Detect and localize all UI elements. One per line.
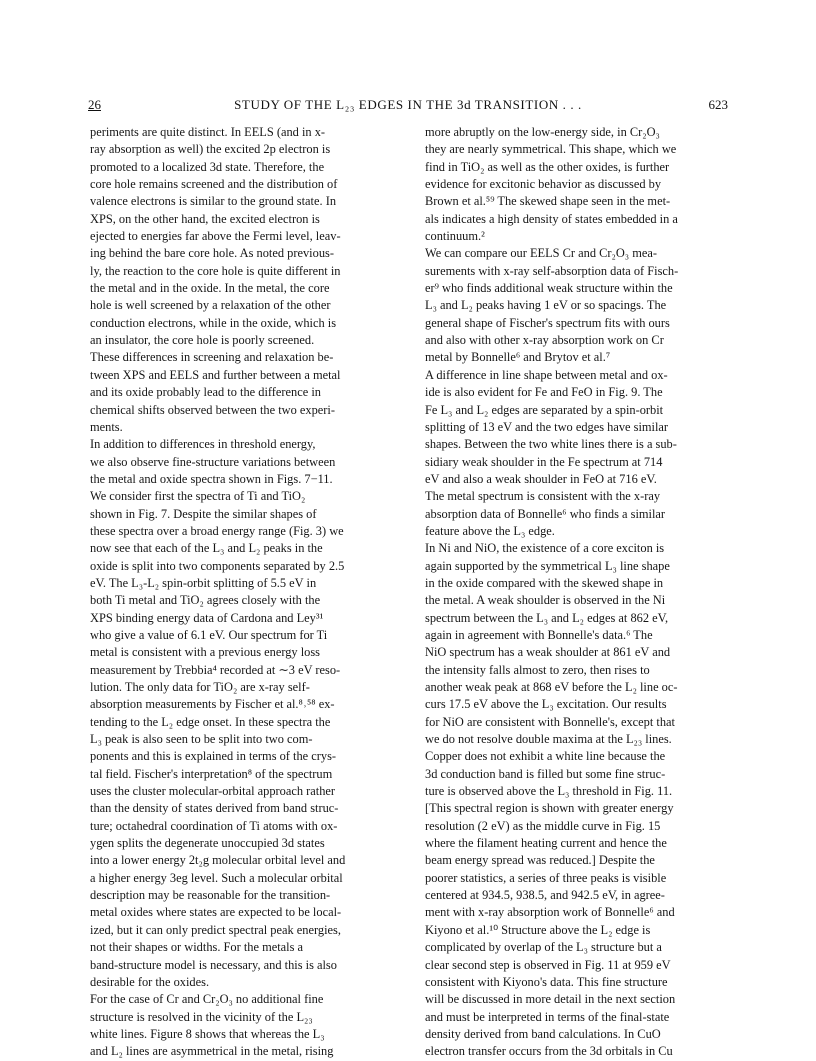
text-line: Fe L₃ and L₂ edges are separated by a spin-orbit	[425, 402, 664, 417]
text-line: spectrum between the L₃ and L₂ edges at 862 eV,	[425, 610, 669, 625]
text-line: find in TiO₂ as well as the other oxides, is further	[425, 159, 670, 174]
text-line: in the oxide compared with the skewed shape in	[425, 575, 664, 590]
text-line: ments.	[90, 419, 123, 434]
text-line: ture; octahedral coordination of Ti atoms with ox-	[90, 818, 338, 833]
text-line: XPS binding energy data of Cardona and Ley³¹	[90, 610, 324, 625]
text-line: white lines. Figure 8 shows that whereas the L₃	[90, 1026, 325, 1041]
text-line: curs 17.5 eV above the L₃ excitation. Our results	[425, 697, 667, 712]
text-line: ture is observed above the L₃ threshold in Fig. 11.	[425, 784, 673, 799]
text-line: structure is resolved in the vicinity of the L₂₃	[90, 1009, 313, 1024]
text-line: again in agreement with Bonnelle's data.⁶ The	[425, 627, 653, 642]
text-line: We can compare our EELS Cr and Cr₂O₃ mea-	[425, 246, 657, 261]
text-line: general shape of Fischer's spectrum fits with ours	[425, 315, 670, 330]
text-line: er⁹ who finds additional weak structure within the	[425, 281, 673, 296]
text-line: beam energy spread was reduced.] Despite the	[425, 853, 655, 868]
text-line: desirable for the oxides.	[90, 974, 210, 989]
text-line: tal field. Fischer's interpretation⁸ of the spectrum	[90, 766, 333, 781]
text-line: metal is consistent with a previous energy loss	[90, 645, 320, 660]
text-line: again supported by the symmetrical L₃ line shape	[425, 558, 670, 573]
text-line: and must be interpreted in terms of the final-state	[425, 1009, 670, 1024]
text-line: Copper does not exhibit a white line because the	[425, 749, 666, 764]
text-line: shown in Fig. 7. Despite the similar shapes of	[90, 506, 317, 521]
text-line: absorption measurements by Fischer et al.⁸˒⁵⁸ ex-	[90, 697, 335, 712]
text-line: and also with other x-ray absorption work on Cr	[425, 333, 664, 348]
text-line: these spectra over a broad energy range (Fig. 3) we	[90, 523, 344, 538]
text-line: more abruptly on the low-energy side, in Cr₂O₃	[425, 125, 660, 139]
text-line: will be discussed in more detail in the next section	[425, 992, 676, 1007]
text-line: metal oxides where states are expected to be local-	[90, 905, 342, 920]
text-line: sidiary weak shoulder in the Fe spectrum at 714	[425, 454, 663, 469]
text-line: we do not resolve double maxima at the L₂₃ lines.	[425, 732, 672, 747]
text-line: density derived from band calculations. In CuO	[425, 1026, 661, 1041]
text-line: consistent with Kiyono's data. This fine structure	[425, 974, 668, 989]
text-line: now see that each of the L₃ and L₂ peaks in the	[90, 541, 323, 556]
text-line: metal by Bonnelle⁶ and Brytov et al.⁷	[425, 350, 611, 365]
text-line: promoted to a localized 3d state. Therefore, the	[90, 159, 325, 174]
text-line: resolution (2 eV) as the middle curve in Fig. 15	[425, 818, 661, 833]
text-line: they are nearly symmetrical. This shape, which we	[425, 142, 677, 157]
text-line: description may be reasonable for the transition-	[90, 888, 331, 903]
text-line: L₃ peak is also seen to be split into two com-	[90, 732, 313, 747]
text-line: eV and also a weak shoulder in FeO at 716 eV.	[425, 471, 657, 486]
text-line: not their shapes or widths. For the metals a	[90, 940, 304, 955]
text-line: and L₂ lines are asymmetrical in the metal, rising	[90, 1044, 334, 1059]
text-line: evidence for excitonic behavior as discussed by	[425, 177, 662, 192]
text-line: als indicates a high density of states embedded in a	[425, 211, 678, 226]
text-line: conduction electrons, while in the oxide, which is	[90, 315, 337, 330]
volume-number: 26	[88, 97, 101, 112]
text-line: ing behind the bare core hole. As noted previous-	[90, 246, 334, 261]
text-line: In Ni and NiO, the existence of a core exciton is	[425, 541, 665, 556]
text-line: oxide is split into two components separated by 2.5	[90, 558, 345, 573]
text-line: tween XPS and EELS and further between a metal	[90, 367, 341, 382]
text-line: chemical shifts observed between the two experi-	[90, 402, 335, 417]
text-line: a higher energy 3eg level. Such a molecular orbital	[90, 870, 343, 885]
text-line: Brown et al.⁵⁹ The skewed shape seen in the met-	[425, 194, 671, 209]
text-line: clear second step is observed in Fig. 11 at 959 eV	[425, 957, 671, 972]
text-line: the metal. A weak shoulder is observed in the Ni	[425, 593, 666, 608]
text-line: poorer statistics, a series of three peaks is visible	[425, 870, 667, 885]
text-line: for NiO are consistent with Bonnelle's, except that	[425, 714, 675, 729]
text-line: ized, but it can only predict spectral peak energies,	[90, 922, 341, 937]
text-line: These differences in screening and relaxation be-	[90, 350, 334, 365]
text-line: the intensity falls almost to zero, then rises to	[425, 662, 650, 677]
text-line: Kiyono et al.¹⁰ Structure above the L₂ edge is	[425, 922, 651, 937]
text-line: For the case of Cr and Cr₂O₃ no additional fine	[90, 992, 324, 1007]
text-line: complicated by overlap of the L₃ structure but a	[425, 940, 662, 955]
text-line: where the filament heating current and hence the	[425, 836, 667, 851]
text-line: splitting of 13 eV and the two edges have similar	[425, 419, 669, 434]
text-line: we also observe fine-structure variations between	[90, 454, 336, 469]
text-line: ray absorption as well) the excited 2p electron is	[90, 142, 331, 157]
text-line: periments are quite distinct. In EELS (and in x-	[90, 125, 326, 139]
text-line: 3d conduction band is filled but some fine struc-	[425, 766, 666, 781]
text-line: feature above the L₃ edge.	[425, 523, 555, 538]
running-header	[88, 97, 728, 117]
left-text-column	[90, 124, 390, 1061]
text-line: ejected to energies far above the Fermi level, leav-	[90, 229, 341, 244]
text-line: the metal and in the oxide. In the metal, the core	[90, 281, 330, 296]
text-line: electron transfer occurs from the 3d orbitals in Cu	[425, 1044, 673, 1059]
right-text-column	[425, 124, 725, 1061]
text-line: into a lower energy 2t₂g molecular orbital level and	[90, 853, 346, 868]
text-line: ide is also evident for Fe and FeO in Fig. 9. The	[425, 385, 663, 400]
text-line: another weak peak at 868 eV before the L₂ line oc-	[425, 680, 678, 694]
text-line: ygen splits the degenerate unoccupied 3d states	[90, 836, 325, 851]
text-line: both Ti metal and TiO₂ agrees closely with the	[90, 593, 321, 608]
text-line: the metal and oxide spectra shown in Figs. 7−11.	[90, 471, 333, 486]
text-line: XPS, on the other hand, the excited electron is	[90, 211, 320, 226]
page-number: 623	[708, 97, 728, 112]
text-line: absorption data of Bonnelle⁶ who finds a similar	[425, 506, 666, 521]
text-line: The metal spectrum is consistent with the x-ray	[425, 489, 661, 504]
text-line: eV. The L₃-L₂ spin-orbit splitting of 5.5 eV in	[90, 575, 317, 590]
running-title: STUDY OF THE L₂₃ EDGES IN THE 3d TRANSITION . . .	[234, 97, 582, 112]
text-line: NiO spectrum has a weak shoulder at 861 eV and	[425, 645, 671, 660]
text-line: tending to the L₂ edge onset. In these spectra the	[90, 714, 331, 729]
text-line: and its oxide probably lead to the difference in	[90, 385, 321, 400]
text-line: surements with x-ray self-absorption data of Fisch-	[425, 263, 679, 278]
text-line: uses the cluster molecular-orbital approach rather	[90, 784, 336, 799]
text-line: who give a value of 6.1 eV. Our spectrum for Ti	[90, 627, 328, 642]
text-line: A difference in line shape between metal and ox-	[425, 367, 668, 382]
text-line: core hole remains screened and the distribution of	[90, 177, 338, 192]
text-line: centered at 934.5, 938.5, and 942.5 eV, in agree-	[425, 888, 665, 903]
text-line: than the density of states derived from band struc-	[90, 801, 339, 816]
text-line: In addition to differences in threshold energy,	[90, 437, 316, 452]
text-line: band-structure model is necessary, and this is also	[90, 957, 337, 972]
text-line: ly, the reaction to the core hole is quite different in	[90, 263, 341, 278]
text-line: We consider first the spectra of Ti and TiO₂	[90, 489, 306, 504]
text-line: hole is well screened by a relaxation of the other	[90, 298, 331, 313]
text-line: ment with x-ray absorption work of Bonnelle⁶ and	[425, 905, 675, 920]
text-line: shapes. Between the two white lines there is a sub-	[425, 437, 677, 452]
text-line: [This spectral region is shown with greater energy	[425, 801, 674, 816]
text-line: an insulator, the core hole is poorly screened.	[90, 333, 315, 348]
text-line: lution. The only data for TiO₂ are x-ray self-	[90, 680, 310, 694]
text-line: valence electrons is similar to the ground state. In	[90, 194, 337, 209]
text-line: measurement by Trebbia⁴ recorded at ∼3 eV reso-	[90, 662, 341, 677]
text-line: L₃ and L₂ peaks having 1 eV or so spacings. The	[425, 298, 667, 313]
text-line: continuum.²	[425, 229, 485, 244]
text-line: ponents and this is explained in terms of the crys-	[90, 749, 337, 764]
